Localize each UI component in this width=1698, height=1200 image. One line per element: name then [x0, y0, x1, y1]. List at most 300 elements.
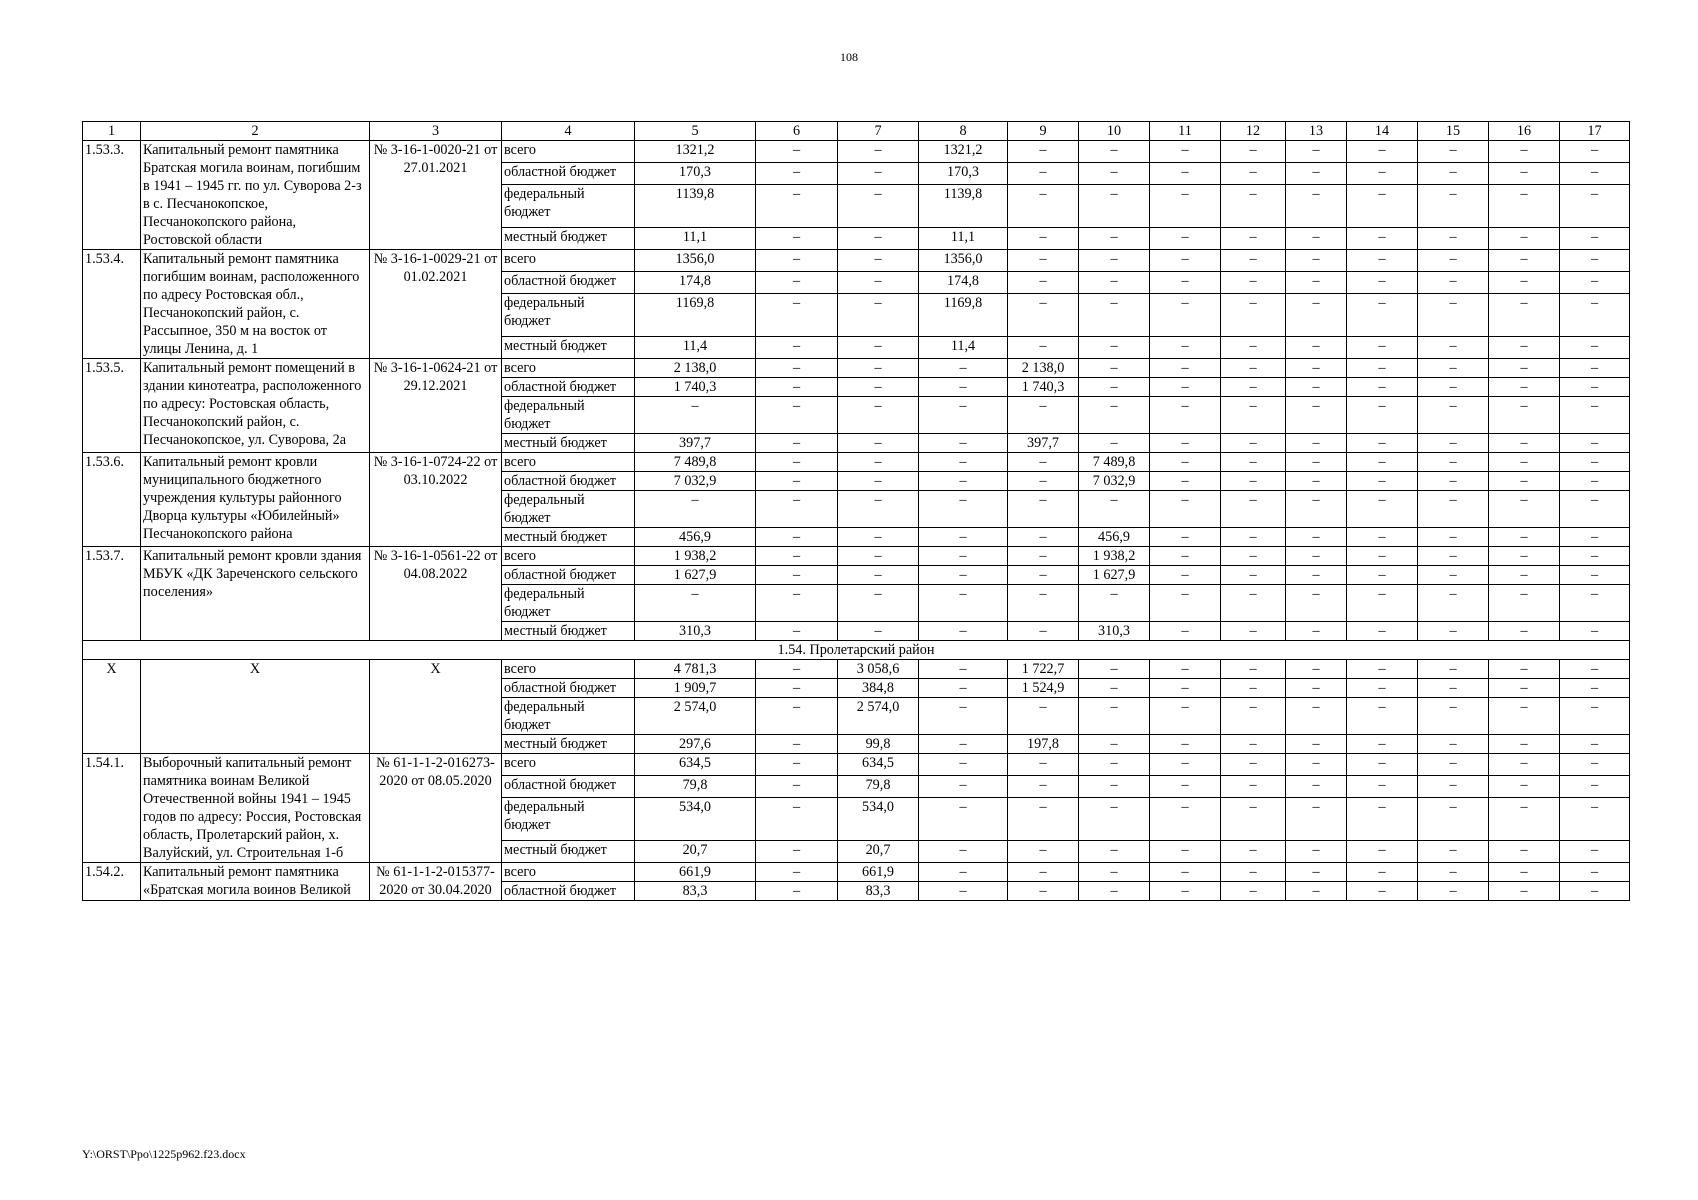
amount-cell: –	[1347, 453, 1418, 472]
funding-source: всего	[502, 141, 635, 163]
amount-cell: –	[1150, 163, 1221, 185]
amount-cell: –	[1489, 336, 1560, 358]
amount-cell: –	[919, 547, 1008, 566]
amount-cell: –	[1150, 547, 1221, 566]
amount-cell: 310,3	[1079, 622, 1150, 641]
amount-cell: –	[1079, 754, 1150, 776]
funding-source: федеральный бюджет	[502, 185, 635, 228]
project-row	[83, 141, 1630, 163]
amount-cell: –	[1489, 141, 1560, 163]
funding-source: федеральный бюджет	[502, 585, 635, 622]
amount-cell: –	[756, 453, 838, 472]
funding-source: всего	[502, 547, 635, 566]
amount-cell: –	[756, 622, 838, 641]
amount-cell: –	[1221, 698, 1286, 735]
amount-cell: 20,7	[635, 840, 756, 862]
amount-cell: –	[1560, 227, 1630, 249]
funding-source: областной бюджет	[502, 566, 635, 585]
amount-cell: –	[1150, 840, 1221, 862]
amount-cell: –	[1489, 294, 1560, 337]
funding-source: областной бюджет	[502, 679, 635, 698]
amount-cell: 1 627,9	[635, 566, 756, 585]
amount-cell: –	[1150, 294, 1221, 337]
funding-source: областной бюджет	[502, 163, 635, 185]
amount-cell: –	[919, 585, 1008, 622]
project-document: № 3-16-1-0029-21 от 01.02.2021	[370, 250, 502, 359]
amount-cell: –	[1079, 336, 1150, 358]
amount-cell: –	[1221, 840, 1286, 862]
amount-cell: –	[1079, 397, 1150, 434]
amount-cell: –	[1150, 336, 1221, 358]
amount-cell: –	[838, 472, 919, 491]
header-row	[83, 122, 1630, 141]
amount-cell: –	[1489, 863, 1560, 882]
amount-cell: –	[1286, 491, 1347, 528]
amount-cell: –	[1418, 397, 1489, 434]
amount-cell: –	[1489, 547, 1560, 566]
amount-cell: 83,3	[838, 882, 919, 901]
amount-cell: –	[1418, 378, 1489, 397]
amount-cell: 1 627,9	[1079, 566, 1150, 585]
amount-cell: –	[1286, 434, 1347, 453]
amount-cell: –	[1079, 163, 1150, 185]
amount-cell: –	[1286, 882, 1347, 901]
header-cell: 11	[1150, 122, 1221, 141]
amount-cell: –	[1150, 141, 1221, 163]
amount-cell: –	[1150, 453, 1221, 472]
amount-cell: –	[756, 863, 838, 882]
project-row	[83, 359, 1630, 378]
amount-cell: –	[1418, 735, 1489, 754]
project-name: Капитальный ремонт памятника Братская могила воинам, погибшим в 1941 – 1945 гг. по ул. Суворова 2-з в с. Песчанокопское, Песчанокопского района, Ростовской области	[141, 141, 370, 250]
amount-cell: –	[1560, 472, 1630, 491]
amount-cell: –	[1560, 434, 1630, 453]
amount-cell: –	[1347, 566, 1418, 585]
amount-cell: –	[1079, 491, 1150, 528]
amount-cell: –	[1489, 528, 1560, 547]
amount-cell: –	[1286, 227, 1347, 249]
amount-cell: –	[1418, 434, 1489, 453]
funding-source: местный бюджет	[502, 622, 635, 641]
amount-cell: –	[1221, 472, 1286, 491]
amount-cell: –	[1221, 250, 1286, 272]
amount-cell: 456,9	[635, 528, 756, 547]
amount-cell: –	[1079, 585, 1150, 622]
amount-cell: –	[1008, 547, 1079, 566]
amount-cell: –	[1560, 294, 1630, 337]
amount-cell: –	[919, 679, 1008, 698]
header-cell: 17	[1560, 122, 1630, 141]
header-cell: 12	[1221, 122, 1286, 141]
amount-cell: –	[1150, 397, 1221, 434]
amount-cell: –	[756, 660, 838, 679]
amount-cell: –	[1347, 397, 1418, 434]
amount-cell: –	[1286, 378, 1347, 397]
amount-cell: –	[1347, 378, 1418, 397]
amount-cell: –	[1008, 227, 1079, 249]
amount-cell: –	[1347, 735, 1418, 754]
amount-cell: 197,8	[1008, 735, 1079, 754]
amount-cell: –	[1286, 863, 1347, 882]
amount-cell: 1139,8	[635, 185, 756, 228]
amount-cell: –	[756, 250, 838, 272]
amount-cell: –	[1489, 566, 1560, 585]
amount-cell: –	[1560, 698, 1630, 735]
amount-cell: –	[919, 754, 1008, 776]
amount-cell: –	[1347, 472, 1418, 491]
summary-id: Х	[83, 660, 141, 754]
amount-cell: –	[756, 336, 838, 358]
project-id: 1.54.1.	[83, 754, 141, 863]
amount-cell: 2 138,0	[635, 359, 756, 378]
amount-cell: –	[838, 141, 919, 163]
amount-cell: –	[1489, 227, 1560, 249]
amount-cell: –	[1221, 453, 1286, 472]
amount-cell: –	[635, 491, 756, 528]
amount-cell: –	[1489, 776, 1560, 798]
amount-cell: –	[756, 528, 838, 547]
amount-cell: 534,0	[635, 798, 756, 841]
project-name: Выборочный капитальный ремонт памятника воинам Великой Отечественной войны 1941 – 1945 годов по адресу: Россия, Ростовская область, Пролетарский район, х. Валуйский, ул. Строительная 1-б	[141, 754, 370, 863]
amount-cell: –	[1150, 585, 1221, 622]
amount-cell: –	[1489, 272, 1560, 294]
amount-cell: –	[919, 528, 1008, 547]
header-cell: 16	[1489, 122, 1560, 141]
amount-cell: –	[1489, 397, 1560, 434]
project-name: Капитальный ремонт памятника погибшим воинам, расположенного по адресу Ростовская обл., Песчанокопский район, с. Рассыпное, 350 м на восток от улицы Ленина, д. 1	[141, 250, 370, 359]
amount-cell: –	[1489, 735, 1560, 754]
amount-cell: –	[756, 566, 838, 585]
amount-cell: –	[1286, 547, 1347, 566]
amount-cell: 2 574,0	[635, 698, 756, 735]
project-row	[83, 250, 1630, 272]
funding-source: местный бюджет	[502, 434, 635, 453]
funding-source: областной бюджет	[502, 882, 635, 901]
amount-cell: –	[1286, 359, 1347, 378]
amount-cell: 661,9	[838, 863, 919, 882]
amount-cell: –	[1347, 336, 1418, 358]
amount-cell: –	[1489, 698, 1560, 735]
amount-cell: –	[1221, 622, 1286, 641]
amount-cell: 634,5	[838, 754, 919, 776]
funding-source: областной бюджет	[502, 776, 635, 798]
amount-cell: –	[1286, 776, 1347, 798]
project-row	[83, 863, 1630, 882]
amount-cell: –	[1221, 547, 1286, 566]
amount-cell: –	[1286, 660, 1347, 679]
amount-cell: –	[919, 863, 1008, 882]
amount-cell: –	[1418, 336, 1489, 358]
amount-cell: –	[1150, 491, 1221, 528]
amount-cell: –	[1347, 359, 1418, 378]
amount-cell: –	[1079, 250, 1150, 272]
funding-source: местный бюджет	[502, 528, 635, 547]
project-document: № 3-16-1-0020-21 от 27.01.2021	[370, 141, 502, 250]
amount-cell: –	[1150, 472, 1221, 491]
project-document: № 3-16-1-0724-22 от 03.10.2022	[370, 453, 502, 547]
amount-cell: –	[1286, 528, 1347, 547]
project-document: № 61-1-1-2-015377-2020 от 30.04.2020	[370, 863, 502, 901]
amount-cell: 2 574,0	[838, 698, 919, 735]
amount-cell: –	[919, 882, 1008, 901]
header-cell: 14	[1347, 122, 1418, 141]
project-document: № 3-16-1-0624-21 от 29.12.2021	[370, 359, 502, 453]
funding-source: федеральный бюджет	[502, 397, 635, 434]
amount-cell: –	[1418, 250, 1489, 272]
amount-cell: –	[1286, 679, 1347, 698]
funding-source: местный бюджет	[502, 227, 635, 249]
amount-cell: –	[756, 776, 838, 798]
amount-cell: –	[1489, 378, 1560, 397]
amount-cell: –	[838, 227, 919, 249]
amount-cell: –	[838, 163, 919, 185]
amount-cell: –	[1560, 798, 1630, 841]
amount-cell: –	[1150, 185, 1221, 228]
amount-cell: –	[1418, 679, 1489, 698]
amount-cell: –	[1150, 528, 1221, 547]
amount-cell: –	[1221, 882, 1286, 901]
amount-cell: –	[1079, 359, 1150, 378]
amount-cell: –	[1418, 798, 1489, 841]
amount-cell: –	[1347, 250, 1418, 272]
amount-cell: –	[1008, 141, 1079, 163]
amount-cell: –	[756, 378, 838, 397]
amount-cell: –	[1347, 698, 1418, 735]
amount-cell: –	[1008, 798, 1079, 841]
amount-cell: –	[1079, 679, 1150, 698]
amount-cell: –	[1489, 472, 1560, 491]
amount-cell: –	[1560, 141, 1630, 163]
amount-cell: –	[1560, 660, 1630, 679]
amount-cell: –	[1008, 585, 1079, 622]
amount-cell: –	[1347, 679, 1418, 698]
funding-source: всего	[502, 359, 635, 378]
amount-cell: 397,7	[635, 434, 756, 453]
amount-cell: –	[838, 434, 919, 453]
amount-cell: –	[1560, 378, 1630, 397]
amount-cell: –	[1221, 776, 1286, 798]
amount-cell: –	[1008, 163, 1079, 185]
amount-cell: 99,8	[838, 735, 919, 754]
amount-cell: –	[1079, 776, 1150, 798]
amount-cell: –	[1418, 882, 1489, 901]
section-title: 1.54. Пролетарский район	[83, 641, 1630, 660]
project-id: 1.53.3.	[83, 141, 141, 250]
amount-cell: –	[1221, 754, 1286, 776]
project-name: Капитальный ремонт кровли муниципального бюджетного учреждения культуры районного Дворца культуры «Юбилейный» Песчанокопского района	[141, 453, 370, 547]
amount-cell: –	[1418, 185, 1489, 228]
amount-cell: 634,5	[635, 754, 756, 776]
project-name: Капитальный ремонт памятника «Братская могила воинов Великой	[141, 863, 370, 901]
amount-cell: –	[1079, 378, 1150, 397]
amount-cell: –	[1489, 679, 1560, 698]
amount-cell: –	[1008, 882, 1079, 901]
funding-source: федеральный бюджет	[502, 491, 635, 528]
project-document: № 3-16-1-0561-22 от 04.08.2022	[370, 547, 502, 641]
header-cell: 9	[1008, 122, 1079, 141]
amount-cell: –	[1286, 585, 1347, 622]
amount-cell: 79,8	[838, 776, 919, 798]
amount-cell: –	[1286, 185, 1347, 228]
amount-cell: 534,0	[838, 798, 919, 841]
funding-source: всего	[502, 250, 635, 272]
amount-cell: 1 938,2	[635, 547, 756, 566]
amount-cell: –	[1221, 397, 1286, 434]
amount-cell: –	[1079, 272, 1150, 294]
amount-cell: –	[1008, 453, 1079, 472]
amount-cell: –	[1079, 863, 1150, 882]
amount-cell: –	[1560, 566, 1630, 585]
amount-cell: –	[1221, 528, 1286, 547]
amount-cell: –	[1286, 250, 1347, 272]
amount-cell: –	[1150, 882, 1221, 901]
amount-cell: –	[1221, 491, 1286, 528]
amount-cell: –	[1008, 397, 1079, 434]
amount-cell: –	[1008, 840, 1079, 862]
amount-cell: –	[919, 798, 1008, 841]
amount-cell: –	[1489, 185, 1560, 228]
header-cell: 3	[370, 122, 502, 141]
amount-cell: –	[1418, 660, 1489, 679]
amount-cell: –	[756, 547, 838, 566]
amount-cell: –	[1079, 882, 1150, 901]
amount-cell: –	[1347, 163, 1418, 185]
amount-cell: –	[1560, 840, 1630, 862]
section-header-row	[83, 641, 1630, 660]
amount-cell: –	[756, 272, 838, 294]
amount-cell: –	[756, 141, 838, 163]
amount-cell: 397,7	[1008, 434, 1079, 453]
amount-cell: –	[1489, 798, 1560, 841]
amount-cell: –	[1560, 863, 1630, 882]
amount-cell: –	[1150, 754, 1221, 776]
amount-cell: –	[1008, 491, 1079, 528]
funding-source: областной бюджет	[502, 272, 635, 294]
amount-cell: 174,8	[635, 272, 756, 294]
amount-cell: –	[756, 735, 838, 754]
amount-cell: –	[1489, 434, 1560, 453]
amount-cell: –	[1560, 336, 1630, 358]
amount-cell: 7 489,8	[635, 453, 756, 472]
header-cell: 2	[141, 122, 370, 141]
amount-cell: –	[919, 660, 1008, 679]
amount-cell: –	[919, 776, 1008, 798]
amount-cell: –	[1286, 798, 1347, 841]
amount-cell: –	[756, 472, 838, 491]
amount-cell: 1 740,3	[635, 378, 756, 397]
amount-cell: –	[1560, 585, 1630, 622]
header-cell: 1	[83, 122, 141, 141]
amount-cell: 310,3	[635, 622, 756, 641]
summary-doc: Х	[370, 660, 502, 754]
amount-cell: –	[1418, 840, 1489, 862]
project-id: 1.53.5.	[83, 359, 141, 453]
amount-cell: –	[1560, 250, 1630, 272]
amount-cell: –	[1489, 754, 1560, 776]
amount-cell: –	[1150, 698, 1221, 735]
amount-cell: –	[1008, 528, 1079, 547]
amount-cell: –	[1418, 272, 1489, 294]
amount-cell: –	[919, 735, 1008, 754]
amount-cell: –	[919, 397, 1008, 434]
amount-cell: –	[838, 622, 919, 641]
amount-cell: –	[1560, 185, 1630, 228]
amount-cell: –	[1418, 141, 1489, 163]
amount-cell: 79,8	[635, 776, 756, 798]
amount-cell: –	[1150, 660, 1221, 679]
amount-cell: –	[1008, 776, 1079, 798]
amount-cell: 384,8	[838, 679, 919, 698]
amount-cell: –	[919, 359, 1008, 378]
amount-cell: –	[1347, 547, 1418, 566]
amount-cell: –	[1008, 185, 1079, 228]
amount-cell: –	[1347, 491, 1418, 528]
amount-cell: –	[1221, 679, 1286, 698]
header-cell: 5	[635, 122, 756, 141]
amount-cell: –	[1418, 163, 1489, 185]
amount-cell: –	[1008, 294, 1079, 337]
amount-cell: –	[1489, 491, 1560, 528]
amount-cell: –	[756, 882, 838, 901]
amount-cell: –	[1079, 141, 1150, 163]
amount-cell: 20,7	[838, 840, 919, 862]
project-row	[83, 547, 1630, 566]
amount-cell: –	[1150, 378, 1221, 397]
amount-cell: –	[1560, 491, 1630, 528]
amount-cell: 1 524,9	[1008, 679, 1079, 698]
amount-cell: 456,9	[1079, 528, 1150, 547]
amount-cell: –	[919, 698, 1008, 735]
amount-cell: –	[1221, 272, 1286, 294]
project-id: 1.54.2.	[83, 863, 141, 901]
amount-cell: –	[1347, 227, 1418, 249]
amount-cell: 1 740,3	[1008, 378, 1079, 397]
amount-cell: –	[1489, 622, 1560, 641]
amount-cell: –	[1150, 250, 1221, 272]
amount-cell: –	[1221, 798, 1286, 841]
amount-cell: –	[1418, 359, 1489, 378]
amount-cell: –	[1286, 141, 1347, 163]
amount-cell: –	[1489, 840, 1560, 862]
amount-cell: –	[756, 227, 838, 249]
amount-cell: 1 938,2	[1079, 547, 1150, 566]
amount-cell: –	[1286, 698, 1347, 735]
amount-cell: –	[1286, 566, 1347, 585]
funding-source: всего	[502, 453, 635, 472]
amount-cell: –	[1418, 491, 1489, 528]
amount-cell: –	[1418, 453, 1489, 472]
amount-cell: –	[1347, 660, 1418, 679]
amount-cell: 11,1	[635, 227, 756, 249]
project-id: 1.53.4.	[83, 250, 141, 359]
amount-cell: –	[1347, 528, 1418, 547]
project-row	[83, 754, 1630, 776]
amount-cell: –	[1150, 679, 1221, 698]
amount-cell: –	[1560, 776, 1630, 798]
amount-cell: –	[1221, 294, 1286, 337]
amount-cell: –	[1150, 272, 1221, 294]
amount-cell: –	[1150, 227, 1221, 249]
amount-cell: 1169,8	[635, 294, 756, 337]
amount-cell: –	[838, 585, 919, 622]
amount-cell: –	[1286, 336, 1347, 358]
amount-cell: –	[1489, 660, 1560, 679]
header-cell: 6	[756, 122, 838, 141]
amount-cell: 11,1	[919, 227, 1008, 249]
amount-cell: –	[1489, 882, 1560, 901]
amount-cell: –	[756, 840, 838, 862]
amount-cell: –	[1221, 185, 1286, 228]
